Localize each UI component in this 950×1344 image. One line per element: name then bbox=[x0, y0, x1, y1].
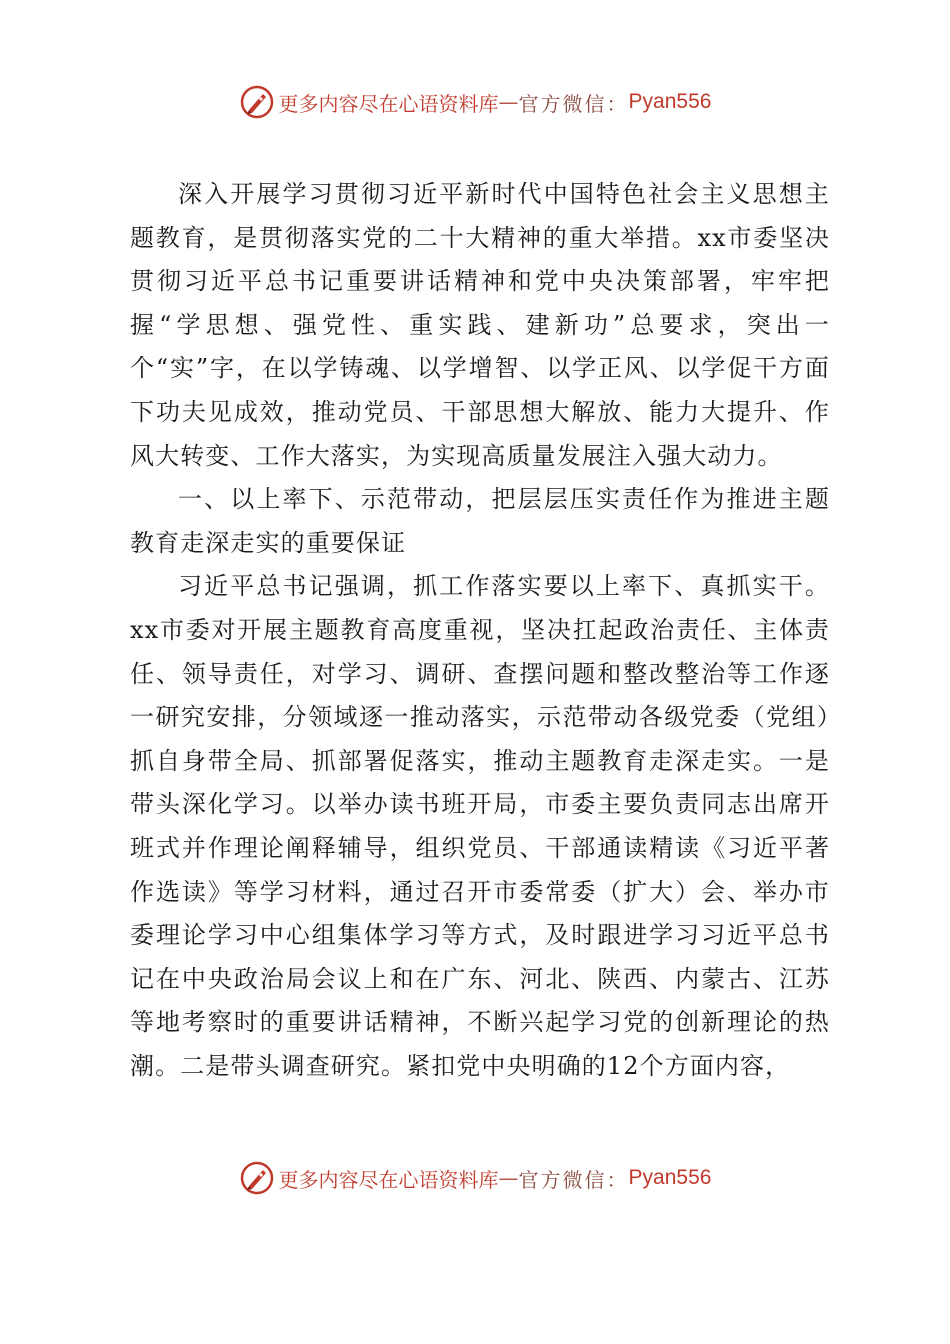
section-heading-1: 一、以上率下、示范带动，把层层压实责任作为推进主题教育走深走实的重要保证 bbox=[130, 485, 830, 557]
pen-nib-logo-icon bbox=[239, 84, 275, 120]
footer-watermark-banner bbox=[0, 1158, 950, 1198]
paragraph-section-1: 习近平总书记强调，抓工作落实要以上率下、真抓实干。xx市委对开展主题教育高度重视，坚决扛起政治责任、主体责任、领导责任，对学习、调研、查摆问题和整改整治等工作逐一研究安排，分领域逐一推动落实，示范带动各级党委（党组）抓自身带全局、抓部署促落实，推动主题教育走深走实。一是带头深化学习。以举办读书班开局，市委主要负责同志出席开班式并作理论阐释辅导，组织党员、干部通读精读《习近平著作选读》等学习材料，通过召开市委常委（扩大）会、举办市委理论学习中心组集体学习等方式，及时跟进学习习近平总书记在中央政治局会议上和在广东、河北、陕西、内蒙古、江苏等地考察时的重要讲话精神，不断兴起学习党的创新理论的热潮。二是带头调查研究。紧扣党中央明确的12个方面内容， bbox=[130, 572, 830, 1080]
header-wechat-id: Pyan556 bbox=[628, 90, 712, 113]
header-separator: — bbox=[498, 90, 519, 114]
document-body bbox=[130, 173, 830, 1088]
footer-brand-text: 更多内容尽在心语资料库 bbox=[278, 1167, 499, 1192]
header-wechat-label: 官方微信： bbox=[518, 91, 629, 116]
footer-wechat-id: Pyan556 bbox=[628, 1166, 712, 1189]
footer-wechat-label: 官方微信： bbox=[518, 1167, 629, 1192]
pen-nib-logo-icon bbox=[239, 1160, 275, 1196]
header-watermark-banner bbox=[0, 82, 950, 122]
paragraph-intro: 深入开展学习贯彻习近平新时代中国特色社会主义思想主题教育，是贯彻落实党的二十大精神的重大举措。xx市委坚决贯彻习近平总书记重要讲话精神和党中央决策部署，牢牢把握“学思想、强党性、重实践、建新功”总要求，突出一个“实”字，在以学铸魂、以学增智、以学正风、以学促干方面下功夫见成效，推动党员、干部思想大解放、能力大提升、作风大转变、工作大落实，为实现高质量发展注入强大动力。 bbox=[130, 180, 830, 470]
footer-separator: — bbox=[498, 1166, 519, 1190]
header-brand-text: 更多内容尽在心语资料库 bbox=[278, 91, 499, 116]
